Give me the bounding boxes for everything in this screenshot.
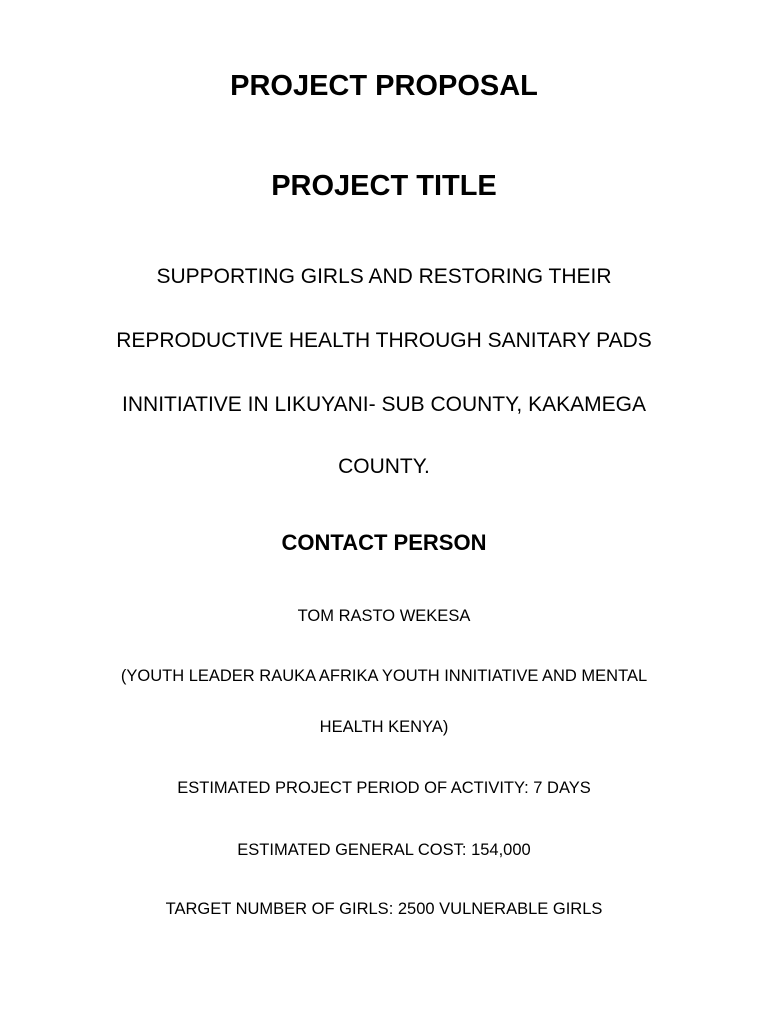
project-title-heading: PROJECT TITLE: [271, 170, 497, 202]
page-heading: PROJECT PROPOSAL: [230, 70, 538, 102]
project-title-line-1: SUPPORTING GIRLS AND RESTORING THEIR: [156, 265, 612, 288]
project-title-line-4: COUNTY.: [338, 455, 430, 478]
target-girls: TARGET NUMBER OF GIRLS: 2500 VULNERABLE GIRLS: [165, 900, 603, 918]
contact-role-line-2: HEALTH KENYA): [319, 718, 449, 736]
general-cost: ESTIMATED GENERAL COST: 154,000: [237, 841, 531, 859]
contact-name: TOM RASTO WEKESA: [297, 607, 471, 625]
contact-role-line-1: (YOUTH LEADER RAUKA AFRIKA YOUTH INNITIATIVE AND MENTAL: [120, 667, 648, 685]
contact-person-heading: CONTACT PERSON: [281, 530, 487, 555]
project-title-line-2: REPRODUCTIVE HEALTH THROUGH SANITARY PADS: [116, 329, 652, 352]
project-title-line-3: INNITIATIVE IN LIKUYANI- SUB COUNTY, KAKAMEGA: [122, 393, 646, 416]
project-period: ESTIMATED PROJECT PERIOD OF ACTIVITY: 7 DAYS: [177, 779, 591, 797]
